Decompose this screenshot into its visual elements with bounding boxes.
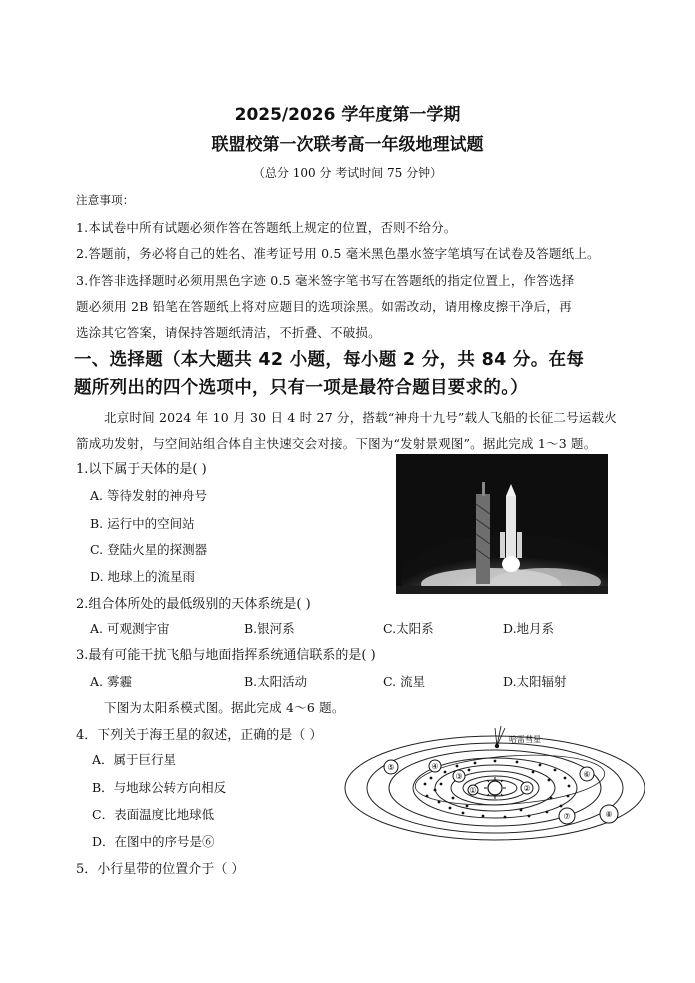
question-3-option-b: B.太阳活动 [244, 674, 308, 689]
note-item-3-line2: 题必须用 2B 铅笔在答题纸上将对应题目的选项涂黑。如需改动，请用橡皮擦干净后，再 [76, 299, 572, 314]
question-4-option-d: D．在图中的序号是⑥ [92, 834, 215, 849]
question-5-stem: 5．小行星带的位置介于（ ） [76, 862, 245, 877]
intro-paragraph-2: 下图为太阳系模式图。据此完成 4～6 题。 [104, 700, 345, 715]
question-3-option-c: C. 流星 [383, 674, 426, 689]
planet-number-3: ③ [455, 772, 463, 781]
section-heading-line1: 一、选择题（本大题共 42 小题，每小题 2 分，共 84 分。在每 [74, 350, 585, 370]
question-3-option-a: A. 雾霾 [90, 674, 132, 689]
question-1-option-a: A. 等待发射的神舟号 [90, 488, 207, 503]
question-3-stem: 3.最有可能干扰飞船与地面指挥系统通信联系的是( ) [76, 648, 376, 663]
planet-number-5: ⑤ [387, 763, 395, 772]
question-4-option-c: C．表面温度比地球低 [92, 807, 215, 822]
note-item-3-line1: 3.作答非选择题时必须用黑色字迹 0.5 毫米签字笔书写在答题纸的指定位置上，作答选择 [76, 273, 575, 288]
planet-number-2: ② [523, 784, 531, 793]
exam-term-title: 2025/2026 学年度第一学期 [234, 105, 461, 125]
question-4-option-a: A．属于巨行星 [92, 752, 177, 767]
intro-paragraph-line2: 箭成功发射，与空间站组合体自主快速交会对接。下图为“发射景观图”。据此完成 1～3 题。 [76, 436, 597, 451]
question-2-option-c: C.太阳系 [383, 621, 434, 636]
planet-number-6: ⑥ [583, 770, 591, 779]
orbit-7 [367, 743, 623, 833]
question-1-stem: 1.以下属于天体的是( ) [76, 462, 207, 477]
question-2-stem: 2.组合体所处的最低级别的天体系统是( ) [76, 597, 311, 612]
question-1-option-d: D. 地球上的流星雨 [90, 569, 196, 584]
question-1-option-c: C. 登陆火星的探测器 [90, 542, 208, 557]
rocket-launch-photo [396, 454, 608, 594]
question-4-option-b: B．与地球公转方向相反 [92, 780, 227, 795]
intro-paragraph-line1: 北京时间 2024 年 10 月 30 日 4 时 27 分，搭载“神舟十九号”载人飞船的长征二号运载火 [104, 410, 617, 425]
question-3-option-d: D.太阳辐射 [503, 674, 567, 689]
orbit-1 [473, 780, 517, 796]
exam-meta: （总分 100 分 考试时间 75 分钟） [252, 166, 443, 180]
section-heading-line2: 题所列出的四个选项中，只有一项是最符合题目要求的。） [74, 378, 529, 398]
planet-number-1: ① [469, 786, 477, 795]
solar-system-diagram [335, 718, 645, 848]
note-item-3-line3: 选涂其它答案，请保持答题纸清洁，不折叠、不破损。 [76, 325, 381, 340]
question-2-option-d: D.地月系 [503, 621, 555, 636]
question-2-option-a: A. 可观测宇宙 [90, 621, 170, 636]
planet-number-7: ⑦ [563, 812, 571, 821]
orbit-8 [345, 736, 645, 840]
note-item-1: 1.本试卷中所有试题必须作答在答题纸上规定的位置，否则不给分。 [76, 220, 457, 235]
comet-label: 哈雷彗星 [509, 735, 541, 744]
asteroid-belt [424, 760, 571, 819]
exam-title: 联盟校第一次联考高一年级地理试题 [211, 135, 484, 155]
planet-number-8: ⑧ [605, 810, 613, 819]
question-2-option-b: B.银河系 [244, 621, 295, 636]
question-1-option-b: B. 运行中的空间站 [90, 516, 195, 531]
note-item-2: 2.答题前，务必将自己的姓名、准考证号用 0.5 毫米黑色墨水签字笔填写在试卷及答题纸上。 [76, 246, 600, 261]
question-4-stem: 4．下列关于海王星的叙述，正确的是（ ） [76, 728, 323, 743]
notes-heading: 注意事项： [76, 193, 135, 207]
planet-number-4: ④ [431, 762, 439, 771]
orbit-4 [435, 765, 555, 811]
sun-icon [488, 781, 502, 795]
rocket-launch-illustration [396, 454, 608, 594]
